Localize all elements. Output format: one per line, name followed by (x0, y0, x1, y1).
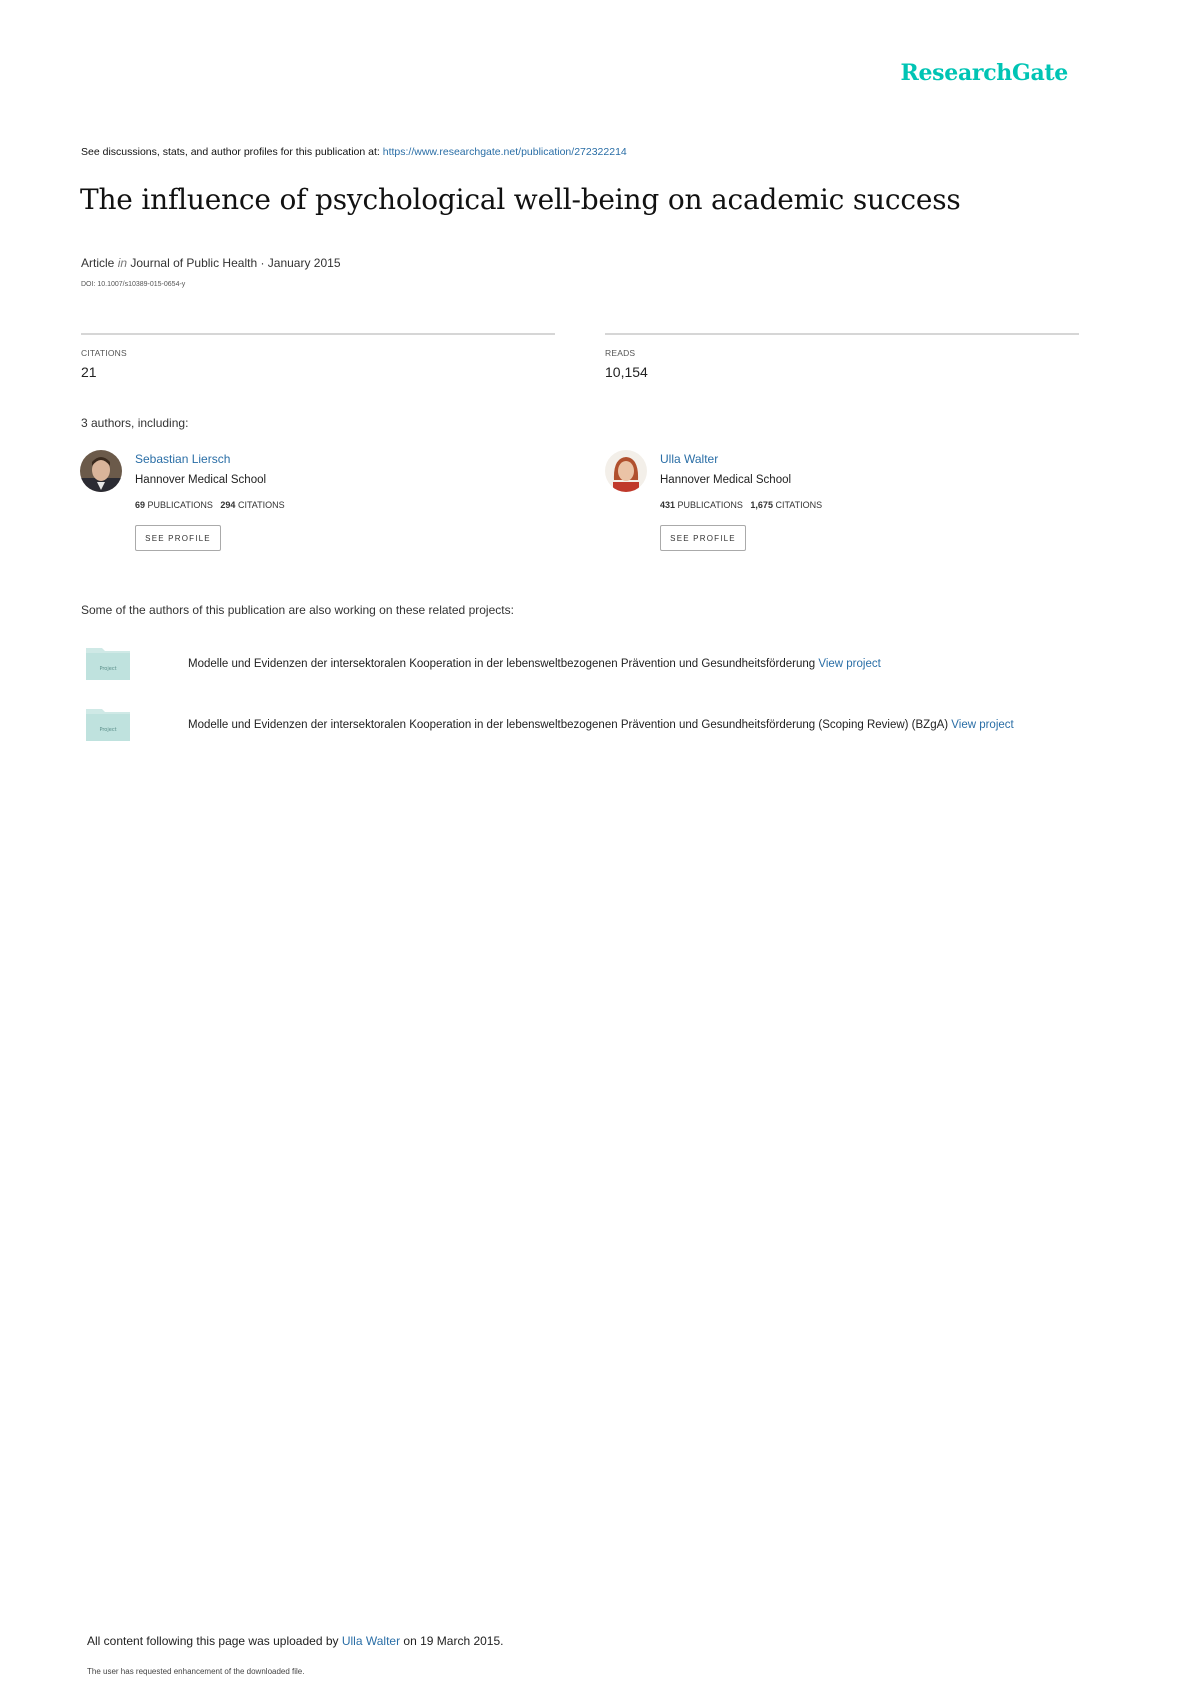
see-profile-button[interactable]: SEE PROFILE (135, 525, 221, 551)
author-stats (135, 500, 285, 510)
article-title: The influence of psychological well-being on academic success (80, 183, 961, 216)
publications-label: PUBLICATIONS (677, 500, 743, 510)
citations-divider (81, 333, 555, 335)
journal-date: Journal of Public Health · January 2015 (130, 256, 341, 270)
upload-prefix: All content following this page was uploaded by (87, 1634, 342, 1648)
article-doi: DOI: 10.1007/s10389-015-0654-y (81, 281, 186, 288)
related-projects-heading: Some of the authors of this publication are also working on these related projects: (81, 603, 514, 617)
project-icon-label: Project (99, 666, 117, 672)
see-discussions-prefix: See discussions, stats, and author profiles for this publication at: (81, 146, 383, 158)
author-name-sebastian-liersch[interactable]: Sebastian Liersch (135, 452, 231, 466)
see-discussions-line (81, 146, 627, 158)
male-portrait-avatar[interactable] (80, 450, 122, 492)
citations-count: 294 (220, 500, 236, 510)
reads-label: READS (605, 348, 636, 358)
article-meta (81, 256, 341, 270)
project-title: Modelle und Evidenzen der intersektoralen Kooperation in der lebensweltbezogenen Prävention und Gesundheitsförderung (188, 658, 819, 670)
article-type: Article (81, 256, 115, 270)
authors-heading: 3 authors, including: (81, 416, 189, 430)
author-stats (660, 500, 822, 510)
upload-notice (87, 1634, 503, 1648)
reads-divider (605, 333, 1079, 335)
uploader-link[interactable]: Ulla Walter (341, 1634, 401, 1648)
publications-count: 431 (660, 500, 676, 510)
publications-count: 69 (135, 500, 146, 510)
project-folder-icon[interactable] (86, 707, 130, 741)
related-project-item (188, 658, 881, 670)
author-institution: Hannover Medical School (660, 474, 792, 486)
publications-label: PUBLICATIONS (147, 500, 213, 510)
view-project-link[interactable]: View project (951, 719, 1014, 731)
enhancement-note: The user has requested enhancement of the downloaded file. (87, 1667, 305, 1676)
publication-url-link[interactable]: https://www.researchgate.net/publication/272322214 (382, 146, 627, 158)
author-institution: Hannover Medical School (135, 474, 267, 486)
citations-label: CITATIONS (81, 348, 127, 358)
project-folder-icon[interactable] (86, 646, 130, 680)
project-title: Modelle und Evidenzen der intersektoralen Kooperation in der lebensweltbezogenen Prävention und Gesundheitsförderung (Scoping Review) (BZgA) (188, 719, 952, 731)
citations-label: CITATIONS (775, 500, 823, 510)
project-icon-label: Project (99, 727, 117, 733)
citations-count: 1,675 (750, 500, 773, 510)
researchgate-logo[interactable]: ResearchGate (900, 60, 1068, 86)
citations-label: CITATIONS (237, 500, 285, 510)
view-project-link[interactable]: View project (818, 658, 881, 670)
upload-suffix: on 19 March 2015. (400, 1634, 504, 1648)
female-portrait-avatar[interactable] (605, 450, 647, 492)
reads-value: 10,154 (605, 364, 648, 380)
article-in-word: in (117, 256, 128, 270)
related-project-item (188, 719, 1014, 731)
author-name-ulla-walter[interactable]: Ulla Walter (660, 452, 719, 466)
citations-value: 21 (81, 364, 97, 380)
see-profile-button[interactable]: SEE PROFILE (660, 525, 746, 551)
